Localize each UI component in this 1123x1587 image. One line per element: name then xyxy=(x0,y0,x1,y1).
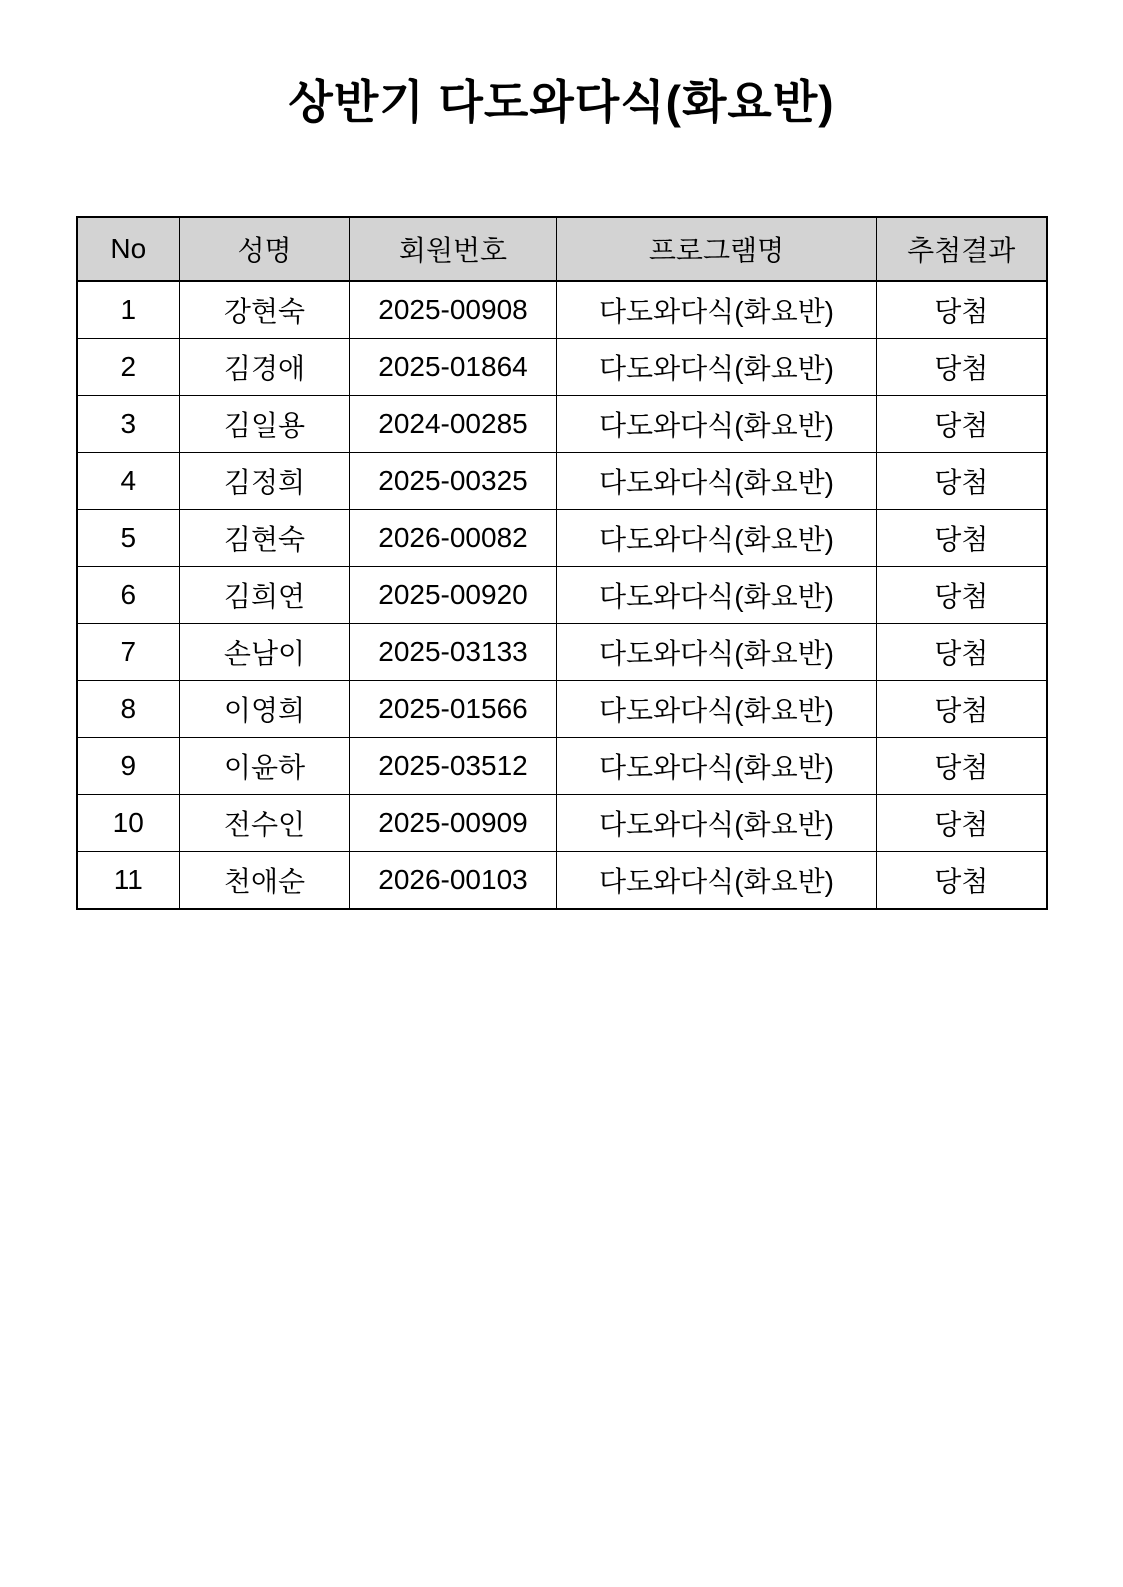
results-table xyxy=(76,216,1048,910)
cell-no: 6 xyxy=(77,567,180,624)
cell-program: 다도와다식(화요반) xyxy=(557,396,877,453)
cell-result: 당첨 xyxy=(877,738,1047,795)
cell-no: 11 xyxy=(77,852,180,910)
table-row xyxy=(77,624,1047,681)
cell-result: 당첨 xyxy=(877,339,1047,396)
cell-member-id: 2024-00285 xyxy=(350,396,557,453)
column-header-member-id: 회원번호 xyxy=(350,217,557,281)
cell-name: 강현숙 xyxy=(180,281,350,339)
cell-no: 5 xyxy=(77,510,180,567)
cell-program: 다도와다식(화요반) xyxy=(557,281,877,339)
cell-result: 당첨 xyxy=(877,510,1047,567)
table-row xyxy=(77,339,1047,396)
cell-member-id: 2025-03133 xyxy=(350,624,557,681)
cell-name: 이영희 xyxy=(180,681,350,738)
cell-result: 당첨 xyxy=(877,396,1047,453)
cell-name: 이윤하 xyxy=(180,738,350,795)
cell-result: 당첨 xyxy=(877,281,1047,339)
cell-name: 전수인 xyxy=(180,795,350,852)
cell-result: 당첨 xyxy=(877,852,1047,910)
table-row xyxy=(77,510,1047,567)
cell-member-id: 2025-01566 xyxy=(350,681,557,738)
cell-member-id: 2026-00082 xyxy=(350,510,557,567)
cell-program: 다도와다식(화요반) xyxy=(557,681,877,738)
table-row xyxy=(77,396,1047,453)
cell-member-id: 2025-01864 xyxy=(350,339,557,396)
column-header-no: No xyxy=(77,217,180,281)
table-row xyxy=(77,738,1047,795)
cell-program: 다도와다식(화요반) xyxy=(557,510,877,567)
table-row xyxy=(77,852,1047,910)
cell-name: 김정희 xyxy=(180,453,350,510)
table-header-row xyxy=(77,217,1047,281)
cell-member-id: 2025-00920 xyxy=(350,567,557,624)
cell-no: 7 xyxy=(77,624,180,681)
column-header-name: 성명 xyxy=(180,217,350,281)
table-row xyxy=(77,453,1047,510)
cell-no: 8 xyxy=(77,681,180,738)
cell-result: 당첨 xyxy=(877,567,1047,624)
cell-no: 9 xyxy=(77,738,180,795)
cell-program: 다도와다식(화요반) xyxy=(557,453,877,510)
cell-program: 다도와다식(화요반) xyxy=(557,795,877,852)
column-header-result: 추첨결과 xyxy=(877,217,1047,281)
table-row xyxy=(77,795,1047,852)
cell-no: 1 xyxy=(77,281,180,339)
cell-no: 10 xyxy=(77,795,180,852)
cell-member-id: 2025-00325 xyxy=(350,453,557,510)
cell-no: 3 xyxy=(77,396,180,453)
cell-name: 김경애 xyxy=(180,339,350,396)
cell-program: 다도와다식(화요반) xyxy=(557,624,877,681)
cell-program: 다도와다식(화요반) xyxy=(557,567,877,624)
table-row xyxy=(77,567,1047,624)
cell-name: 김현숙 xyxy=(180,510,350,567)
cell-name: 김일용 xyxy=(180,396,350,453)
cell-member-id: 2025-03512 xyxy=(350,738,557,795)
cell-no: 2 xyxy=(77,339,180,396)
cell-result: 당첨 xyxy=(877,453,1047,510)
cell-program: 다도와다식(화요반) xyxy=(557,852,877,910)
cell-program: 다도와다식(화요반) xyxy=(557,339,877,396)
cell-name: 김희연 xyxy=(180,567,350,624)
cell-member-id: 2025-00908 xyxy=(350,281,557,339)
cell-no: 4 xyxy=(77,453,180,510)
cell-result: 당첨 xyxy=(877,624,1047,681)
cell-member-id: 2026-00103 xyxy=(350,852,557,910)
table-row xyxy=(77,281,1047,339)
cell-result: 당첨 xyxy=(877,795,1047,852)
cell-result: 당첨 xyxy=(877,681,1047,738)
table-body xyxy=(77,281,1047,909)
cell-name: 손남이 xyxy=(180,624,350,681)
cell-program: 다도와다식(화요반) xyxy=(557,738,877,795)
table-row xyxy=(77,681,1047,738)
cell-name: 천애순 xyxy=(180,852,350,910)
cell-member-id: 2025-00909 xyxy=(350,795,557,852)
page-title: 상반기 다도와다식(화요반) xyxy=(288,76,835,128)
column-header-program: 프로그램명 xyxy=(557,217,877,281)
